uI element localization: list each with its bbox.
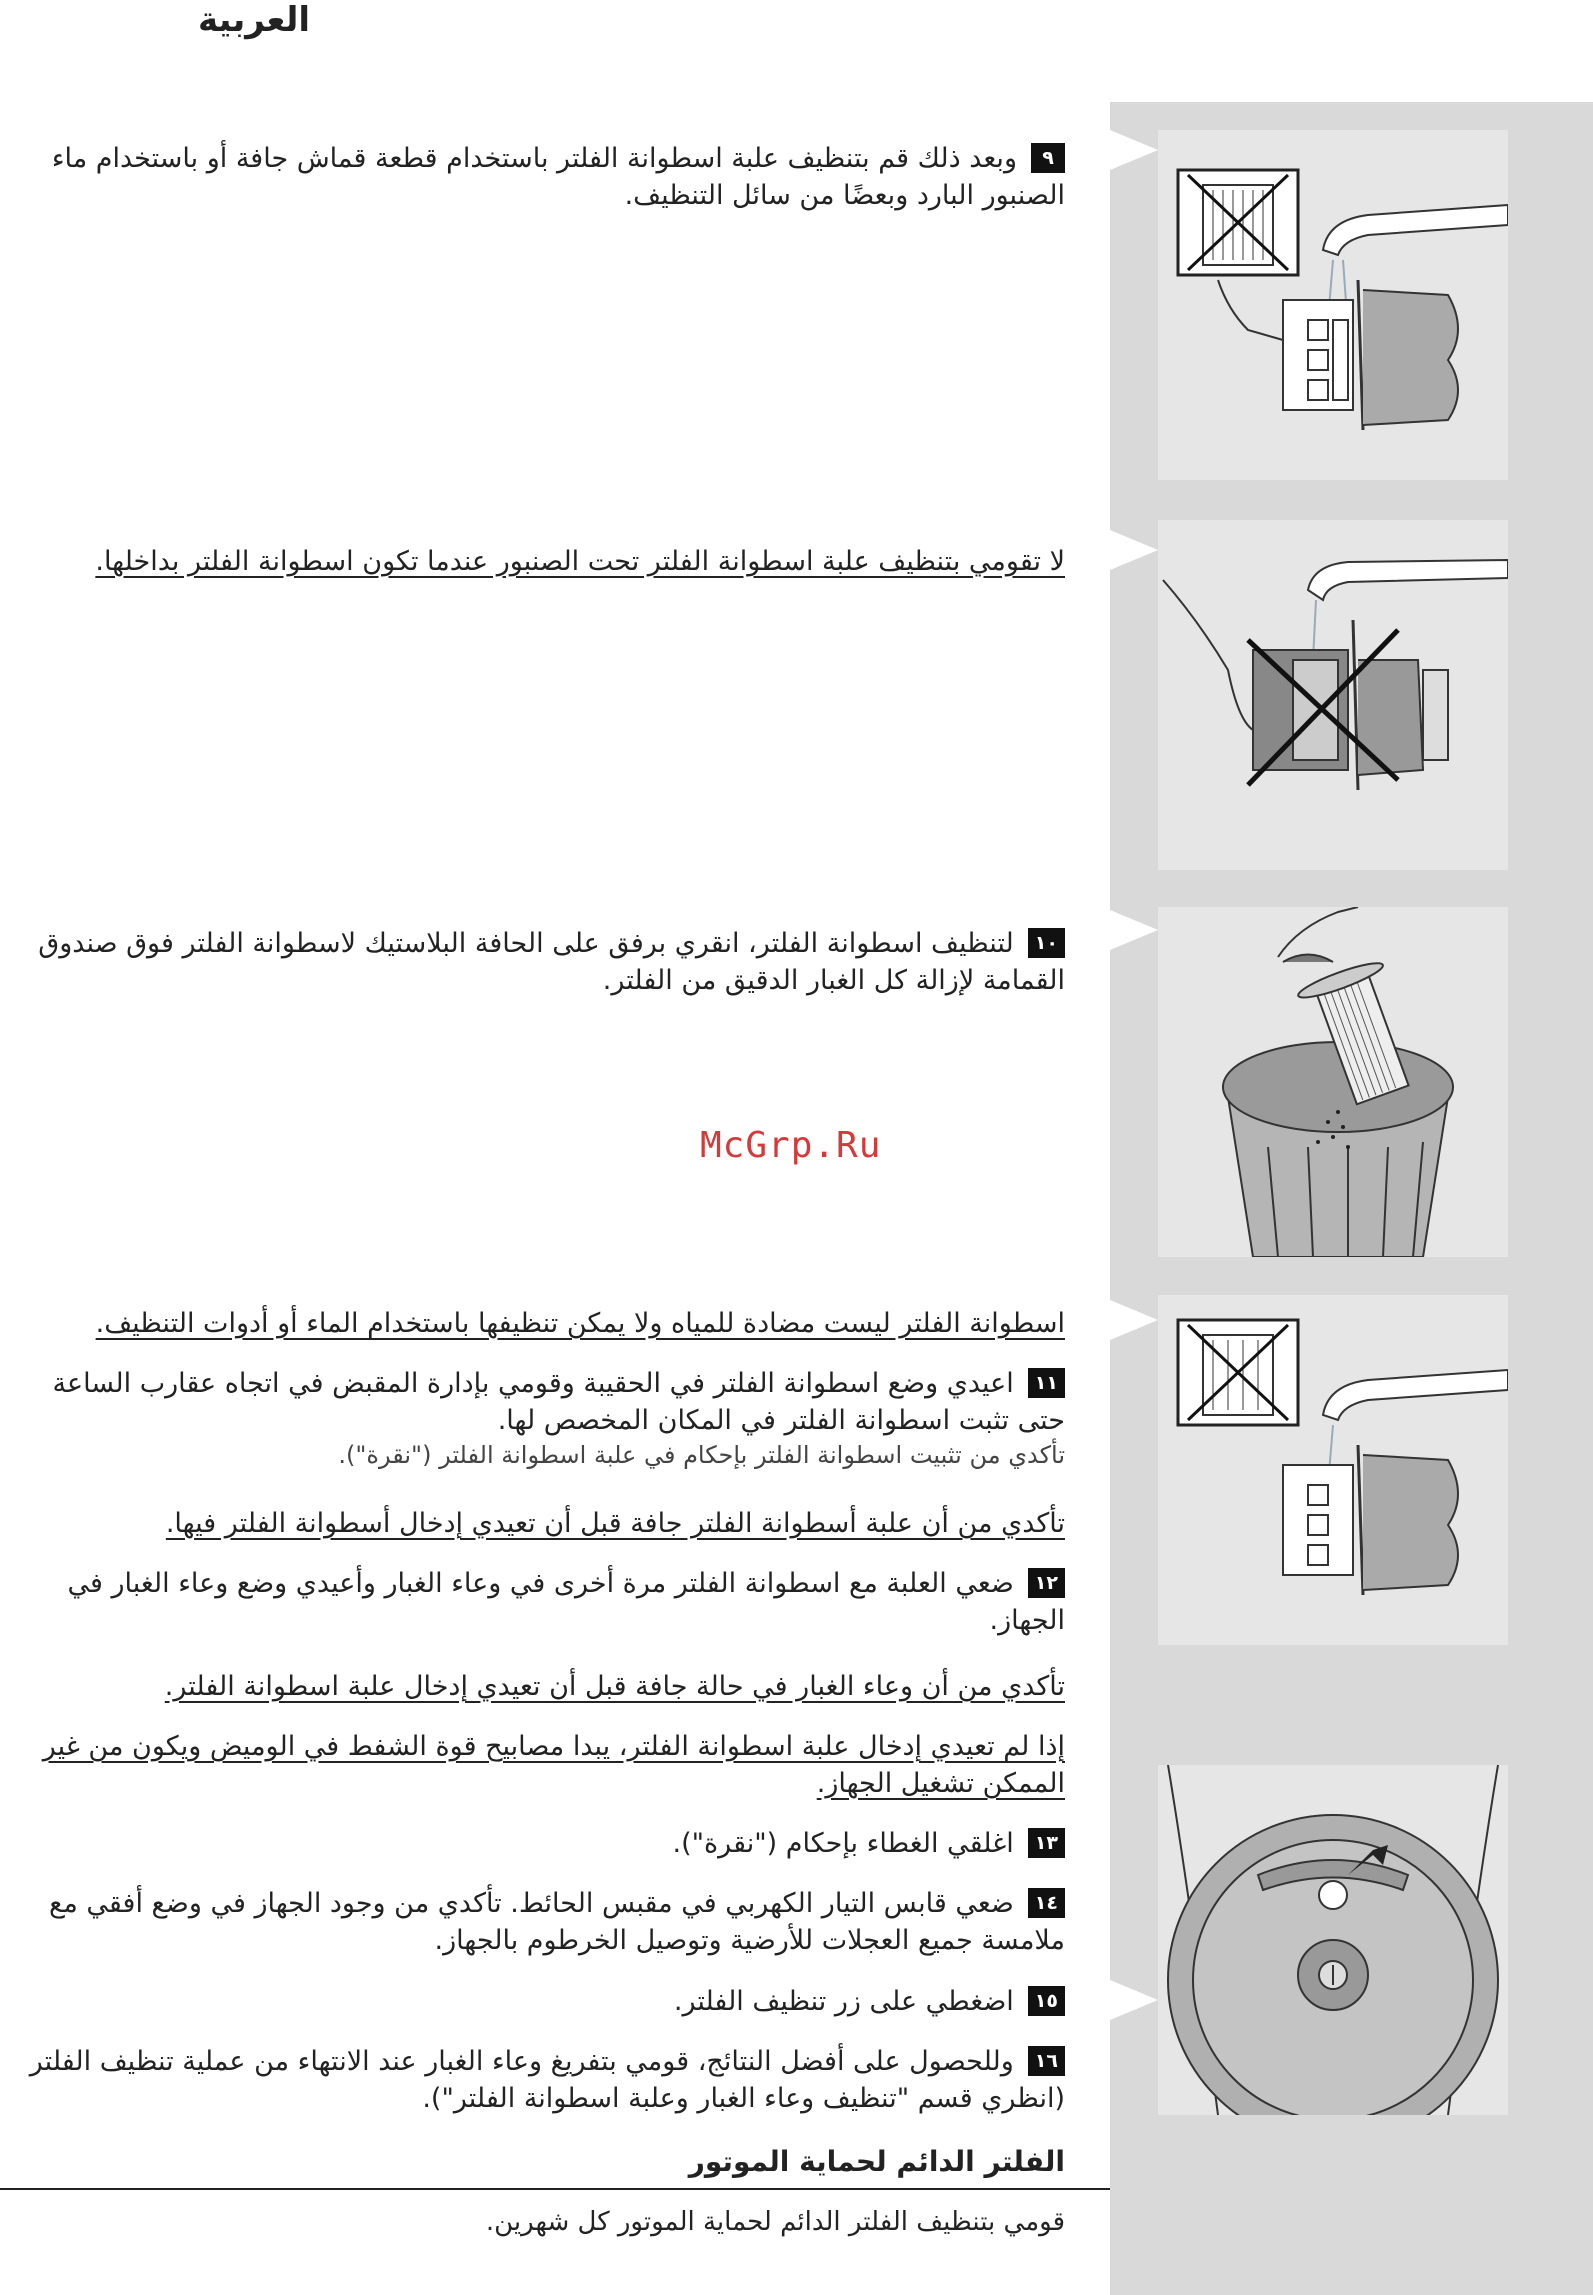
step-tip: تأكدي من تثبيت اسطوانة الفلتر بإحكام في علبة اسطوانة الفلتر ("نقرة").: [338, 1441, 1065, 1469]
step-12: [5, 1565, 1065, 1639]
step-16: [5, 2043, 1065, 2117]
tap-filter-drawing: [1158, 907, 1508, 1257]
step-number: ١٥: [1028, 1986, 1065, 2016]
illustration-rinse-holder: [1158, 130, 1508, 480]
step-text: اعيدي وضع اسطوانة الفلتر في الحقيبة وقومي بإدارة المقبض في اتجاه عقارب الساعة حتى تثبت اسطوانة الفلتر في المكان المخصص لها.: [52, 1368, 1065, 1436]
step-text: اضغطي على زر تنظيف الفلتر.: [673, 1986, 1014, 2017]
step-10: [5, 925, 1065, 999]
step-14: [0, 1885, 1065, 1959]
no-rinse-drawing: [1158, 520, 1508, 870]
note-lights-blink: إذا لم تعيدي إدخال علبة اسطوانة الفلتر، يبدا مصابيح قوة الشفط في الوميض ويكون من غير الممكن تشغيل الجهاز.: [42, 1731, 1065, 1799]
step-number: ١١: [1028, 1368, 1065, 1398]
watermark: McGrp.Ru: [700, 1125, 882, 1166]
step-9: [5, 140, 1065, 214]
step-text: لتنظيف اسطوانة الفلتر، انقري برفق على الحافة البلاستيك لاسطوانة الفلتر فوق صندوق القمامة لإزالة كل الغبار الدقيق من الفلتر.: [38, 928, 1065, 996]
step-text: ضعي قابس التيار الكهربي في مقبس الحائط. تأكدي من وجود الجهاز في وضع أفقي مع ملامسة جميع العجلات للأرضية وتوصيل الخرطوم بالجهاز.: [48, 1888, 1065, 1956]
step-15: [5, 1983, 1065, 2020]
section-title: الفلتر الدائم لحماية الموتور: [688, 2145, 1065, 2178]
step-number: ١٠: [1028, 928, 1065, 958]
pointer-arrow: [1110, 1980, 1158, 2020]
step-11: [5, 1365, 1065, 1471]
step-text: اغلقي الغطاء بإحكام ("نقرة").: [672, 1828, 1014, 1859]
step-number: ١٤: [1028, 1888, 1065, 1918]
step-text: وبعد ذلك قم بتنظيف علبة اسطوانة الفلتر باستخدام قطعة قماش جافة أو باستخدام ماء الصنبور البارد وبعضًا من سائل التنظيف.: [51, 143, 1065, 211]
filter-button-drawing: [1158, 1765, 1508, 2115]
page-heading: العربية: [197, 0, 310, 40]
step-number: ٩: [1031, 143, 1065, 173]
note-no-tap: لا تقومي بتنظيف علبة اسطوانة الفلتر تحت الصنبور عندما تكون اسطوانة الفلتر بداخلها.: [95, 546, 1065, 577]
pointer-arrow: [1110, 530, 1158, 570]
illustration-filter-button: [1158, 1765, 1508, 2115]
note-dust-container-dry: تأكدي من أن وعاء الغبار في حالة جافة قبل أن تعيدي إدخال علبة اسطوانة الفلتر.: [164, 1671, 1065, 1702]
note-not-waterproof: اسطوانة الفلتر ليست مضادة للمياه ولا يمكن تنظيفها باستخدام الماء أو أدوات التنظيف.: [95, 1308, 1065, 1339]
rinse-holder-drawing: [1158, 130, 1508, 480]
step-13: [5, 1825, 1065, 1862]
step-text: وللحصول على أفضل النتائج، قومي بتفريغ وعاء الغبار عند الانتهاء من عملية تنظيف الفلتر (انظري قسم "تنظيف وعاء الغبار وعلبة اسطوانة الفلتر").: [29, 2046, 1065, 2114]
pointer-arrow: [1110, 910, 1158, 950]
section-text: قومي بتنظيف الفلتر الدائم لحماية الموتور كل شهرين.: [485, 2207, 1065, 2237]
illustration-no-water-filter: [1158, 1295, 1508, 1645]
step-number: ١٦: [1028, 2046, 1065, 2076]
step-number: ١٢: [1028, 1568, 1065, 1598]
divider: [0, 2188, 1110, 2190]
illustration-tap-filter: [1158, 907, 1508, 1257]
note-holder-dry: تأكدي من أن علبة أسطوانة الفلتر جافة قبل أن تعيدي إدخال أسطوانة الفلتر فيها.: [165, 1508, 1065, 1539]
illustration-no-rinse: [1158, 520, 1508, 870]
step-number: ١٣: [1028, 1828, 1065, 1858]
pointer-arrow: [1110, 1300, 1158, 1340]
pointer-arrow: [1110, 130, 1158, 170]
step-text: ضعي العلبة مع اسطوانة الفلتر مرة أخرى في وعاء الغبار وأعيدي وضع وعاء الغبار في الجهاز.: [67, 1568, 1065, 1636]
no-water-filter-drawing: [1158, 1295, 1508, 1645]
